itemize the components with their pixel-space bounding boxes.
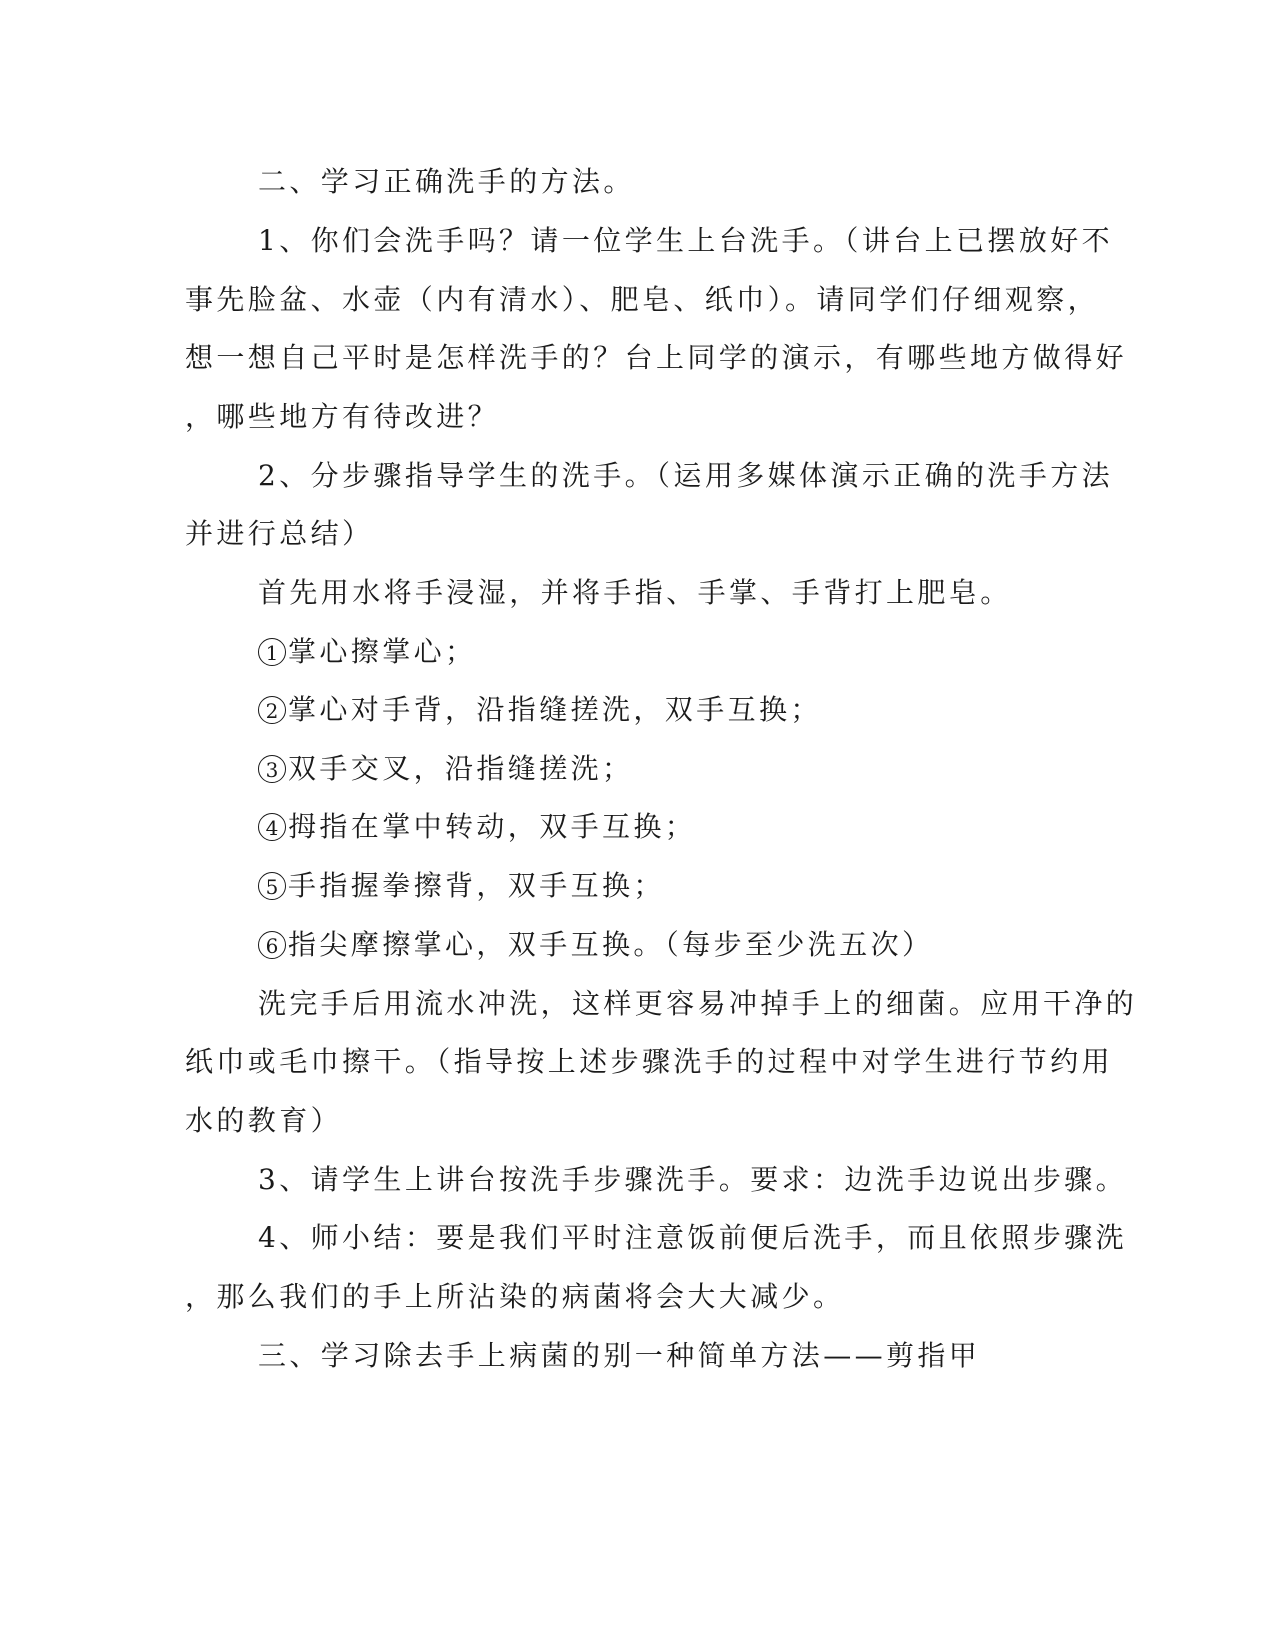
step-item bbox=[258, 809, 696, 845]
step-text: 掌心擦掌心； bbox=[288, 635, 477, 668]
step-text: 双手交叉，沿指缝搓洗； bbox=[288, 752, 634, 785]
step-text: 指尖摩擦掌心，双手互换。（每步至少洗五次） bbox=[288, 928, 934, 961]
item2-line2: 并进行总结） bbox=[185, 517, 374, 550]
step-number-badge: 4 bbox=[258, 813, 286, 841]
step-text: 拇指在掌中转动，双手互换； bbox=[288, 810, 697, 843]
item4-line2: ，那么我们的手上所沾染的病菌将会大大减少。 bbox=[185, 1280, 845, 1313]
item1-line3: 想一想自己平时是怎样洗手的？台上同学的演示，有哪些地方做得好 bbox=[185, 341, 1128, 374]
step-item bbox=[258, 692, 822, 728]
step-number-badge: 5 bbox=[258, 872, 286, 900]
item1-line4: ，哪些地方有待改进？ bbox=[185, 400, 500, 433]
step-text: 手指握拳擦背，双手互换； bbox=[288, 869, 665, 902]
step-number-badge: 1 bbox=[258, 638, 286, 666]
step-item bbox=[258, 927, 933, 963]
item1-line2: 事先脸盆、水壶（内有清水）、肥皂、纸巾）。请同学们仔细观察， bbox=[185, 283, 1100, 316]
step-number-badge: 6 bbox=[258, 931, 286, 959]
item1-line1: 1、你们会洗手吗？请一位学生上台洗手。（讲台上已摆放好不 bbox=[258, 224, 1114, 257]
step-text: 掌心对手背，沿指缝搓洗，双手互换； bbox=[288, 693, 822, 726]
section-two-heading: 二、学习正确洗手的方法。 bbox=[258, 165, 635, 198]
item2-line1: 2、分步骤指导学生的洗手。（运用多媒体演示正确的洗手方法 bbox=[258, 459, 1114, 492]
step-number-badge: 3 bbox=[258, 755, 286, 783]
rinse-line2: 纸巾或毛巾擦干。（指导按上述步骤洗手的过程中对学生进行节约用 bbox=[185, 1045, 1114, 1078]
step-number-badge: 2 bbox=[258, 696, 286, 724]
intro-line: 首先用水将手浸湿，并将手指、手掌、手背打上肥皂。 bbox=[258, 576, 1012, 609]
item4-line1: 4、师小结：要是我们平时注意饭前便后洗手，而且依照步骤洗 bbox=[258, 1221, 1128, 1254]
rinse-line3: 水的教育） bbox=[185, 1104, 343, 1137]
step-item bbox=[258, 868, 665, 904]
item3-line: 3、请学生上讲台按洗手步骤洗手。要求：边洗手边说出步骤。 bbox=[258, 1163, 1128, 1196]
rinse-line1: 洗完手后用流水冲洗，这样更容易冲掉手上的细菌。应用干净的 bbox=[258, 987, 1138, 1020]
step-item bbox=[258, 634, 476, 670]
step-item bbox=[258, 751, 633, 787]
section-three-heading: 三、学习除去手上病菌的别一种简单方法——剪指甲 bbox=[258, 1339, 981, 1372]
